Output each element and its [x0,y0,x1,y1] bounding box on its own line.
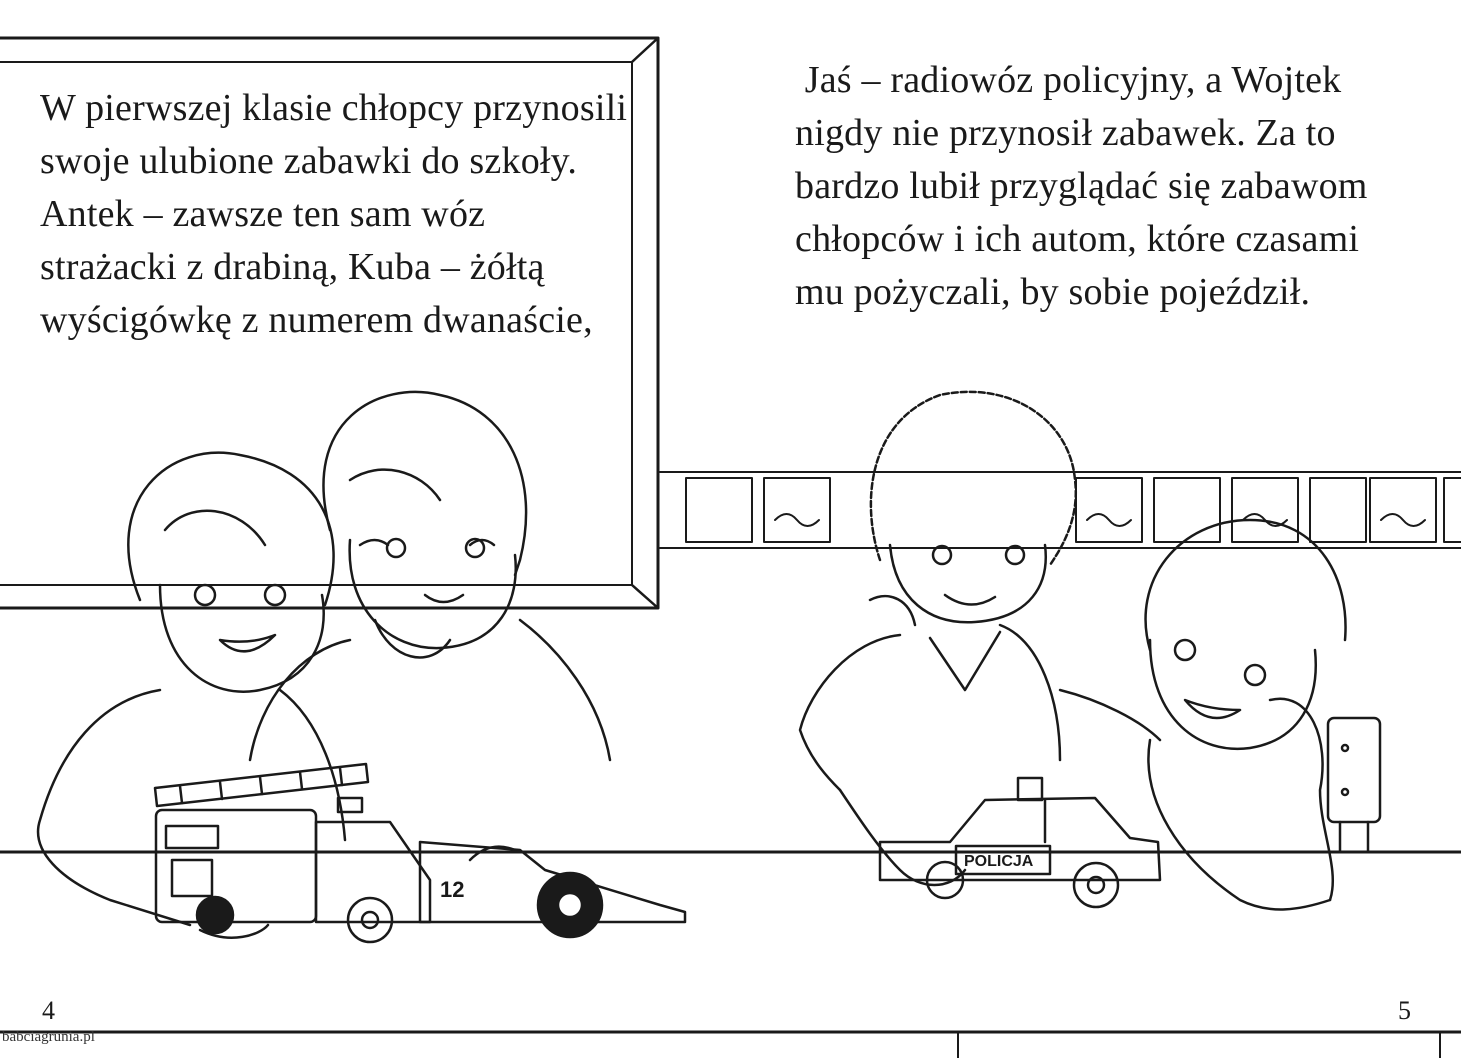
left-page-text [40,82,627,347]
boy-kuba [250,392,610,760]
table [0,852,1461,1058]
left-text-line: wyścigówkę z numerem dwanaście, [40,299,593,341]
boy-jas [800,392,1076,885]
police-car-toy [880,778,1160,907]
right-text-line: bardzo lubił przyglądać się zabawom [795,165,1368,207]
left-text-line: W pierwszej klasie chłopcy przynosili [40,87,628,129]
race-car-number: 12 [440,877,465,902]
chair-back [1328,718,1380,852]
page-number-right: 5 [1398,996,1411,1025]
page-number-left: 4 [42,996,55,1025]
right-text-line: nigdy nie przynosił zabawek. Za to [795,112,1336,154]
right-text-line: chłopców i ich autom, które czasami [795,218,1360,260]
left-text-line: strażacki z drabiną, Kuba – żółtą [40,246,545,288]
right-text-line: mu pożyczali, by sobie pojeździł. [795,271,1311,313]
police-car-label: POLICJA [964,853,1034,870]
watermark: babciagrunia.pl [2,1029,95,1045]
right-page-text [795,54,1368,319]
wall-tile-border [660,472,1461,548]
right-text-line: Jaś – radiowóz policyjny, a Wojtek [795,59,1342,101]
left-text-line: swoje ulubione zabawki do szkoły. [40,140,578,182]
boy-antek [38,453,345,938]
left-text-line: Antek – zawsze ten sam wóz [40,193,486,235]
